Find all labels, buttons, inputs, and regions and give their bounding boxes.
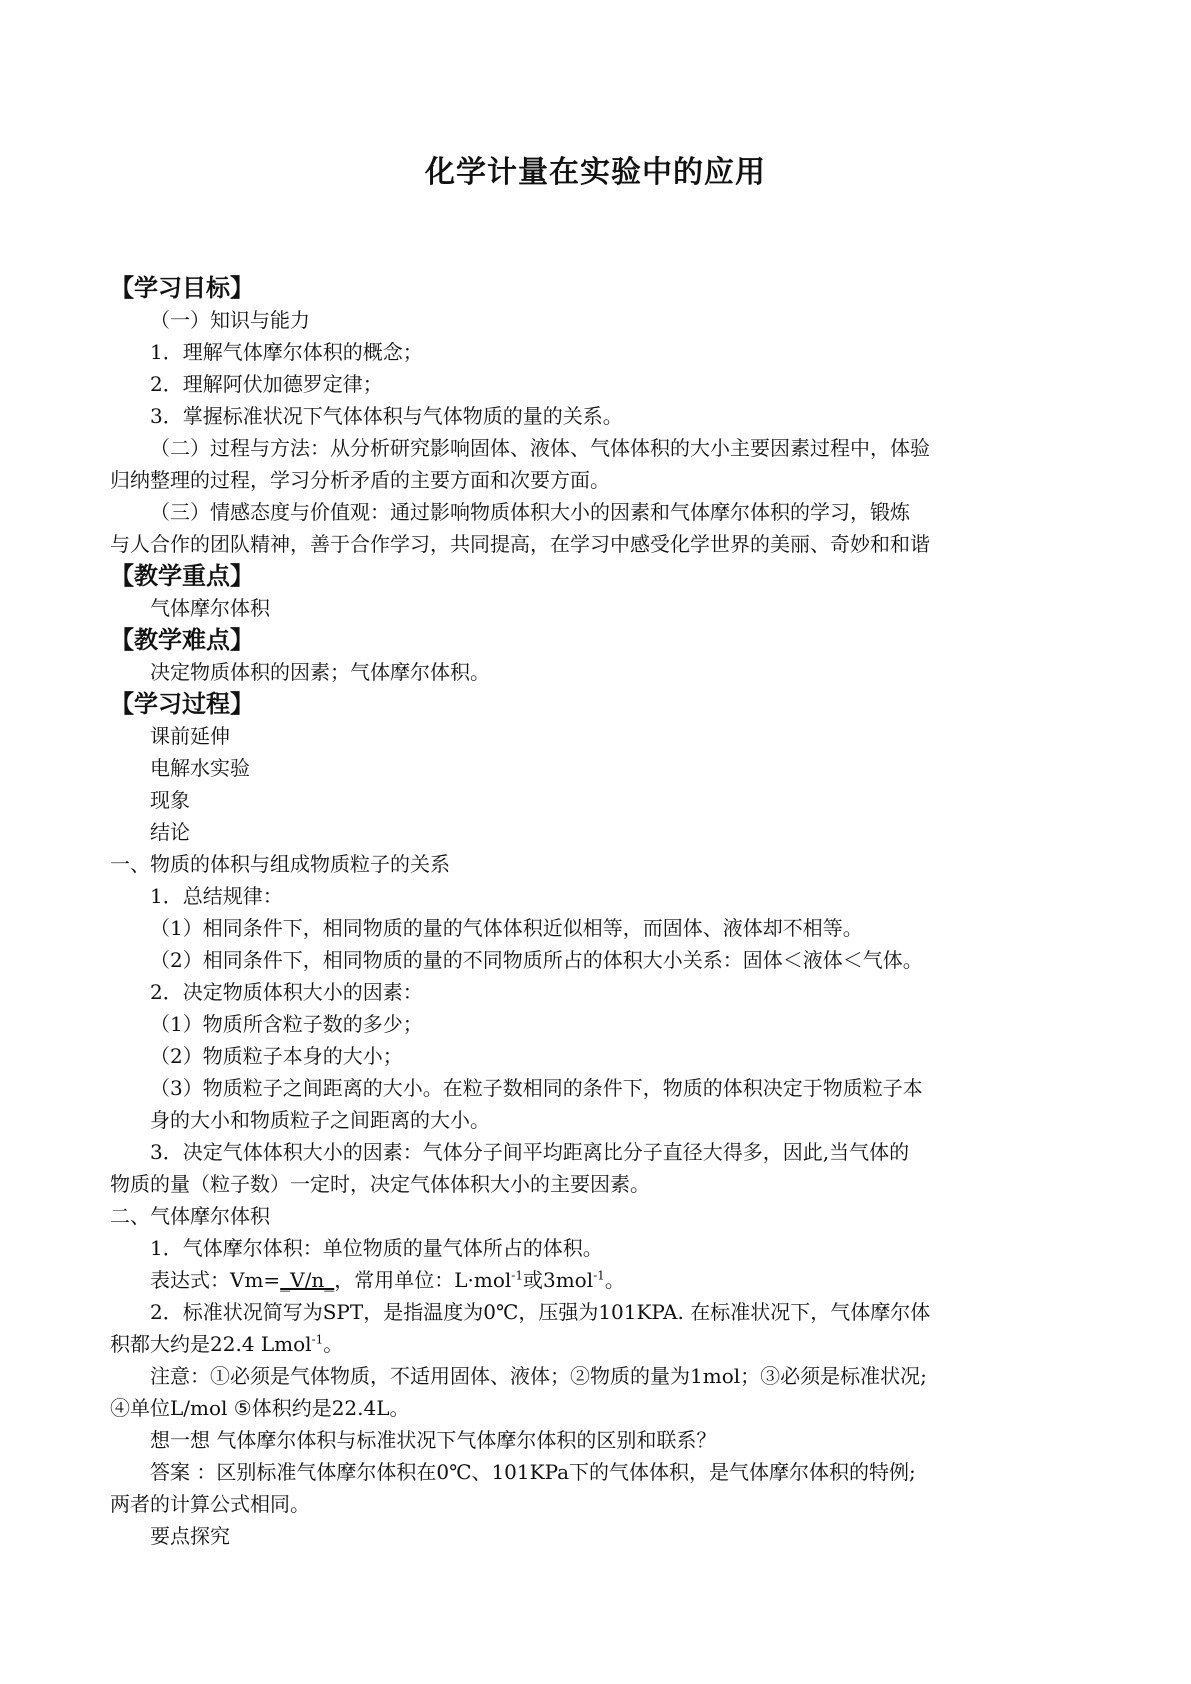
superscript: -1 [311, 1332, 324, 1347]
process-line: 结论 [150, 820, 190, 844]
content-line: （1）物质所含粒子数的多少； [150, 1012, 423, 1036]
content-line: 2．标准状况简写为SPT，是指温度为0℃，压强为101KPA. 在标准状况下，气体摩尔体 [150, 1300, 931, 1324]
process-line: 现象 [150, 788, 190, 812]
content-line: 1．总结规律： [150, 884, 283, 908]
answer-line: 答案 ：区别标准气体摩尔体积在0℃、101KPa下的气体体积，是气体摩尔体积的特例; [150, 1460, 916, 1484]
content-line: （2）物质粒子本身的大小； [150, 1044, 403, 1068]
section-heading-difficulty: 【教学难点】 [110, 626, 254, 654]
expression-line [110, 1264, 1090, 1296]
content-line: 身的大小和物质粒子之间距离的大小。 [150, 1108, 490, 1132]
content-line [110, 1328, 1090, 1360]
note-line: ④单位L/mol ⑤体积约是22.4L。 [110, 1396, 410, 1420]
section-heading-goals: 【学习目标】 [110, 274, 254, 302]
content-line: （2）相同条件下，相同物质的量的不同物质所占的体积大小关系：固体＜液体＜气体。 [150, 948, 923, 972]
expression-formula: _V/n_ [280, 1268, 335, 1292]
goal-line: 2．理解阿伏加德罗定律； [150, 372, 383, 396]
goal-line: 与人合作的团队精神，善于合作学习，共同提高，在学习中感受化学世界的美丽、奇妙和和谐 [110, 532, 930, 556]
content-line: 1．气体摩尔体积：单位物质的量气体所占的体积。 [150, 1236, 603, 1260]
goal-line: 归纳整理的过程，学习分析矛盾的主要方面和次要方面。 [110, 468, 610, 492]
content-text: 积都大约是22.4 Lmol [110, 1332, 312, 1356]
superscript: -1 [593, 1268, 605, 1283]
page-title: 化学计量在实验中的应用 [425, 155, 766, 190]
question-line: 想一想 气体摩尔体积与标准状况下气体摩尔体积的区别和联系？ [150, 1428, 717, 1452]
note-line: 注意：①必须是气体物质，不适用固体、液体；②物质的量为1mol；③必须是标准状况; [150, 1364, 927, 1388]
content-text-end: 。 [323, 1332, 344, 1356]
goal-line: 1．理解气体摩尔体积的概念； [150, 340, 423, 364]
document-body [110, 272, 1090, 1552]
expression-end: 。 [604, 1268, 625, 1292]
subsection-heading: 二、气体摩尔体积 [110, 1204, 270, 1228]
content-line: （3）物质粒子之间距离的大小。在粒子数相同的条件下，物质的体积决定于物质粒子本 [150, 1076, 923, 1100]
content-line: 物质的量（粒子数）一定时，决定气体体积大小的主要因素。 [110, 1172, 650, 1196]
superscript: -1 [511, 1268, 523, 1283]
goal-line: （三）情感态度与价值观：通过影响物质体积大小的因素和气体摩尔体积的学习，锻炼 [150, 500, 910, 524]
expression-unit-alt: 或3mol [522, 1268, 594, 1292]
expression-prefix: 表达式：Vm= [150, 1268, 281, 1292]
goal-line: （一）知识与能力 [150, 308, 310, 332]
focus-line: 气体摩尔体积 [150, 596, 270, 620]
content-line: 2．决定物质体积大小的因素： [150, 980, 423, 1004]
expression-unit: ，常用单位：L·mol [334, 1268, 512, 1292]
process-line: 课前延伸 [150, 724, 230, 748]
goal-line: （二）过程与方法：从分析研究影响固体、液体、气体体积的大小主要因素过程中，体验 [150, 436, 930, 460]
content-line: 要点探究 [150, 1524, 230, 1548]
content-line: 3．决定气体体积大小的因素：气体分子间平均距离比分子直径大得多，因此,当气体的 [150, 1140, 910, 1164]
goal-line: 3．掌握标准状况下气体体积与气体物质的量的关系。 [150, 404, 623, 428]
subsection-heading: 一、物质的体积与组成物质粒子的关系 [110, 852, 450, 876]
answer-line: 两者的计算公式相同。 [110, 1492, 310, 1516]
section-heading-focus: 【教学重点】 [110, 562, 254, 590]
section-heading-process: 【学习过程】 [110, 690, 254, 718]
difficulty-line: 决定物质体积的因素；气体摩尔体积。 [150, 660, 490, 684]
process-line: 电解水实验 [150, 756, 250, 780]
content-line: （1）相同条件下，相同物质的量的气体体积近似相等，而固体、液体却不相等。 [150, 916, 863, 940]
